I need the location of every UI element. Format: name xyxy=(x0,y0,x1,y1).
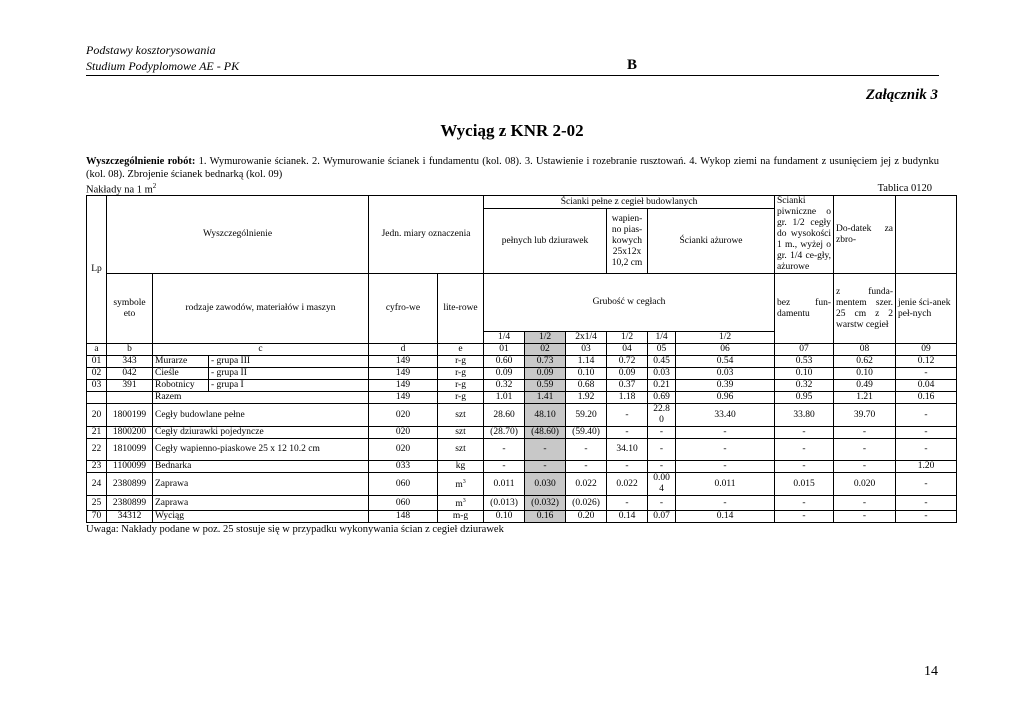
thickness-cell: 1/2 xyxy=(676,332,775,344)
unit-text: m xyxy=(455,480,463,491)
cell-value: 0.10 xyxy=(834,368,896,380)
letter-cell: 03 xyxy=(566,344,607,356)
cell-unit-code: 033 xyxy=(369,461,438,473)
cell-lp: 03 xyxy=(87,380,107,392)
cell-value: 0.62 xyxy=(834,356,896,368)
cell-value: 0.39 xyxy=(676,380,775,392)
thickness-cell: 1/4 xyxy=(484,332,525,344)
cell-group: - grupa I xyxy=(209,380,369,392)
cell-value: - xyxy=(648,427,676,439)
cell-unit-code: 020 xyxy=(369,439,438,461)
letter-cell: 08 xyxy=(834,344,896,356)
cell-value: 0.53 xyxy=(775,356,834,368)
cell-value: (28.70) xyxy=(484,427,525,439)
cell-value: - xyxy=(648,439,676,461)
cell-lp: 22 xyxy=(87,439,107,461)
header-scianki-pelne: Ścianki pełne z cegieł budowlanych xyxy=(484,196,775,209)
cell-name: Wyciąg xyxy=(153,511,369,523)
header-dodatek: Do-datek za zbro- xyxy=(834,196,896,274)
cell-unit-code: 060 xyxy=(369,473,438,496)
cell-unit-letter: r-g xyxy=(438,380,484,392)
header-jedn-miary: Jedn. miary oznaczenia xyxy=(369,196,484,274)
letter-cell: e xyxy=(438,344,484,356)
cell-value: - xyxy=(896,439,957,461)
letter-cell: 07 xyxy=(775,344,834,356)
cell-unit-letter: m-g xyxy=(438,511,484,523)
cell-symbol: 1800200 xyxy=(107,427,153,439)
document-title: Wyciąg z KNR 2-02 xyxy=(440,121,584,140)
cell-value: - xyxy=(775,461,834,473)
cell-value: 0.32 xyxy=(775,380,834,392)
cell-value: 0.14 xyxy=(607,511,648,523)
thickness-cell: 1/2 xyxy=(525,332,566,344)
letter-cell: b xyxy=(107,344,153,356)
table-row xyxy=(87,461,957,473)
cell-value: - xyxy=(896,427,957,439)
cell-value: 1.01 xyxy=(484,392,525,404)
cell-value: 28.60 xyxy=(484,404,525,427)
norm-unit-text: Nakłady na 1 m xyxy=(86,184,153,196)
cell-unit-code: 149 xyxy=(369,356,438,368)
header-symbole: symbole eto xyxy=(107,274,153,344)
footnote: Uwaga: Nakłady podane w poz. 25 stosuje się w przypadku wykonywania ścian z cegieł dziurawek xyxy=(86,524,504,535)
unit-sup: 3 xyxy=(462,498,466,504)
cell-symbol xyxy=(107,392,153,404)
header-grubosc: Grubość w cegłach xyxy=(484,274,775,332)
works-text: 1. Wymurowanie ścianek. 2. Wymurowanie ścianek i fundamentu (kol. 08). 3. Ustawienie i rozebranie rusztowań. 4. Wykop ziemi na fundament z usunięciem jej z budynku (kol. 08). Zbrojenie ścianek bednarką (kol. 09) xyxy=(86,156,939,180)
cell-value: 0.32 xyxy=(484,380,525,392)
cell-value: - xyxy=(834,461,896,473)
cell-value: - xyxy=(834,496,896,511)
cell-value: 0.020 xyxy=(834,473,896,496)
table-row xyxy=(87,511,957,523)
cell-value: 1.92 xyxy=(566,392,607,404)
cell-value: - xyxy=(896,496,957,511)
cell-lp: 20 xyxy=(87,404,107,427)
cell-value: - xyxy=(525,439,566,461)
cell-value: - xyxy=(834,439,896,461)
cell-value: 0.00 4 xyxy=(648,473,676,496)
cell-value: (0.026) xyxy=(566,496,607,511)
cell-unit-code: 149 xyxy=(369,368,438,380)
cell-value: 0.022 xyxy=(566,473,607,496)
cell-value: - xyxy=(607,427,648,439)
cell-value: - xyxy=(648,461,676,473)
letter-cell: a xyxy=(87,344,107,356)
cell-value: 0.10 xyxy=(566,368,607,380)
page-number: 14 xyxy=(924,664,938,679)
works-label: Wyszczególnienie robót: xyxy=(86,156,196,167)
works-description xyxy=(86,155,939,181)
cell-value: (0.013) xyxy=(484,496,525,511)
cell-name: Cegły wapienno-piaskowe 25 x 12 10.2 cm xyxy=(153,439,369,461)
cell-value: 1.41 xyxy=(525,392,566,404)
cell-symbol: 34312 xyxy=(107,511,153,523)
cell-unit-code: 020 xyxy=(369,404,438,427)
cell-value: 0.54 xyxy=(676,356,775,368)
cell-name: Murarze xyxy=(153,356,209,368)
annex-label: Załącznik 3 xyxy=(865,87,938,103)
cell-value: 0.37 xyxy=(607,380,648,392)
cell-unit-letter: r-g xyxy=(438,356,484,368)
cell-value: - xyxy=(607,496,648,511)
cell-lp xyxy=(87,392,107,404)
cell-value: - xyxy=(648,496,676,511)
cell-value: 0.72 xyxy=(607,356,648,368)
cell-symbol: 1100099 xyxy=(107,461,153,473)
table-row xyxy=(87,356,957,368)
cell-value: 0.21 xyxy=(648,380,676,392)
cell-value: 34.10 xyxy=(607,439,648,461)
header-pelnych-dziurawek: pełnych lub dziurawek xyxy=(484,209,607,274)
header-course-title: Podstawy kosztorysowania xyxy=(86,43,216,57)
cell-lp: 01 xyxy=(87,356,107,368)
cell-value: 0.10 xyxy=(484,511,525,523)
cell-value: 0.011 xyxy=(676,473,775,496)
cell-unit-letter xyxy=(438,496,484,511)
cell-value: 48.10 xyxy=(525,404,566,427)
cell-value: - xyxy=(896,473,957,496)
cell-value: 0.68 xyxy=(566,380,607,392)
letter-cell: 01 xyxy=(484,344,525,356)
cell-value: 0.03 xyxy=(648,368,676,380)
cell-value: 1.18 xyxy=(607,392,648,404)
letter-cell: c xyxy=(153,344,369,356)
cell-symbol: 042 xyxy=(107,368,153,380)
cell-value: 1.14 xyxy=(566,356,607,368)
cell-value: - xyxy=(775,496,834,511)
cell-value: 0.09 xyxy=(525,368,566,380)
cell-value: 0.030 xyxy=(525,473,566,496)
cell-value: - xyxy=(484,439,525,461)
cell-unit-letter: szt xyxy=(438,427,484,439)
norm-unit-sup: 2 xyxy=(152,182,157,190)
cell-symbol: 2380899 xyxy=(107,496,153,511)
letter-cell: 04 xyxy=(607,344,648,356)
table-row xyxy=(87,368,957,380)
header-lp: Lp xyxy=(87,196,107,344)
cell-lp: 23 xyxy=(87,461,107,473)
cell-value: 0.16 xyxy=(525,511,566,523)
cell-value: - xyxy=(896,404,957,427)
cell-value: 39.70 xyxy=(834,404,896,427)
cell-name: Robotnicy xyxy=(153,380,209,392)
cell-symbol: 391 xyxy=(107,380,153,392)
cell-value: - xyxy=(566,439,607,461)
table-row xyxy=(87,496,957,511)
table-row xyxy=(87,473,957,496)
cell-name: Bednarka xyxy=(153,461,369,473)
cell-unit-code: 148 xyxy=(369,511,438,523)
cell-value: - xyxy=(484,461,525,473)
cell-value: 0.95 xyxy=(775,392,834,404)
cell-value: - xyxy=(676,439,775,461)
cell-lp: 70 xyxy=(87,511,107,523)
cell-value: - xyxy=(676,496,775,511)
cell-unit-code: 149 xyxy=(369,392,438,404)
cell-value: 0.16 xyxy=(896,392,957,404)
cell-value: 0.20 xyxy=(566,511,607,523)
cell-value: - xyxy=(775,439,834,461)
cell-value: 1.20 xyxy=(896,461,957,473)
cell-value: (48.60) xyxy=(525,427,566,439)
cell-value: - xyxy=(834,427,896,439)
table-row xyxy=(87,380,957,392)
thickness-cell: 2x1/4 xyxy=(566,332,607,344)
norm-unit xyxy=(86,182,156,196)
cell-value: 0.10 xyxy=(775,368,834,380)
header-program: Studium Podyplomowe AE - PK xyxy=(86,59,240,73)
cell-unit-letter xyxy=(438,473,484,496)
cell-value: 0.015 xyxy=(775,473,834,496)
cell-value: 0.59 xyxy=(525,380,566,392)
cell-value: 0.09 xyxy=(607,368,648,380)
cell-symbol: 343 xyxy=(107,356,153,368)
cell-group: - grupa III xyxy=(209,356,369,368)
cell-lp: 21 xyxy=(87,427,107,439)
letter-cell: 06 xyxy=(676,344,775,356)
cell-group: - grupa II xyxy=(209,368,369,380)
unit-sup: 3 xyxy=(462,478,466,485)
cell-value: - xyxy=(607,404,648,427)
cell-symbol: 1800199 xyxy=(107,404,153,427)
cell-value: 0.09 xyxy=(484,368,525,380)
cell-value: - xyxy=(525,461,566,473)
cell-value: 0.011 xyxy=(484,473,525,496)
cell-value: 0.69 xyxy=(648,392,676,404)
cell-unit-code: 020 xyxy=(369,427,438,439)
cell-value: 0.96 xyxy=(676,392,775,404)
knr-table xyxy=(86,195,957,523)
cell-unit-letter: kg xyxy=(438,461,484,473)
cell-value: 0.14 xyxy=(676,511,775,523)
cell-value: 33.40 xyxy=(676,404,775,427)
cell-value: - xyxy=(896,511,957,523)
cell-value: 22.8 0 xyxy=(648,404,676,427)
header-rodzaje: rodzaje zawodów, materiałów i maszyn xyxy=(153,274,369,344)
table-row xyxy=(87,427,957,439)
header-wapienno-piaskowych: wapien-no pias-kowych 25x12x 10,2 cm xyxy=(607,209,648,274)
cell-unit-letter: r-g xyxy=(438,392,484,404)
thickness-cell: 1/2 xyxy=(607,332,648,344)
letter-cell: 05 xyxy=(648,344,676,356)
cell-value: - xyxy=(896,368,957,380)
header-cyfrowe: cyfro-we xyxy=(369,274,438,344)
cell-name: Cieśle xyxy=(153,368,209,380)
cell-symbol: 1810099 xyxy=(107,439,153,461)
unit-text: m xyxy=(455,499,463,510)
cell-name: Razem xyxy=(153,392,369,404)
table-row xyxy=(87,439,957,461)
table-number: Tablica 0120 xyxy=(877,183,932,194)
cell-value: - xyxy=(607,461,648,473)
cell-value: 59.20 xyxy=(566,404,607,427)
header-wyszczegolnienie: Wyszczególnienie xyxy=(107,196,369,274)
letter-cell: 02 xyxy=(525,344,566,356)
cell-value: (0.032) xyxy=(525,496,566,511)
cell-value: 0.07 xyxy=(648,511,676,523)
cell-value: - xyxy=(775,511,834,523)
letter-cell: d xyxy=(369,344,438,356)
cell-symbol: 2380899 xyxy=(107,473,153,496)
cell-value: 0.022 xyxy=(607,473,648,496)
cell-name: Cegły budowlane pełne xyxy=(153,404,369,427)
cell-value: 33.80 xyxy=(775,404,834,427)
cell-value: 1.21 xyxy=(834,392,896,404)
cell-name: Cegły dziurawki pojedyncze xyxy=(153,427,369,439)
cell-name: Zaprawa xyxy=(153,473,369,496)
cell-value: 0.45 xyxy=(648,356,676,368)
table-row xyxy=(87,392,957,404)
cell-value: - xyxy=(676,461,775,473)
cell-lp: 24 xyxy=(87,473,107,496)
cell-value: 0.03 xyxy=(676,368,775,380)
cell-lp: 25 xyxy=(87,496,107,511)
header-section-letter: B xyxy=(627,57,638,73)
cell-value: - xyxy=(676,427,775,439)
header-scianki-azurowe: Ścianki ażurowe xyxy=(648,209,775,274)
cell-unit-letter: r-g xyxy=(438,368,484,380)
cell-value: 0.60 xyxy=(484,356,525,368)
cell-value: 0.04 xyxy=(896,380,957,392)
header-jenie-scianek: jenie ści-anek peł-nych xyxy=(896,274,957,344)
cell-value: - xyxy=(775,427,834,439)
cell-value: 0.73 xyxy=(525,356,566,368)
cell-lp: 02 xyxy=(87,368,107,380)
cell-unit-letter: szt xyxy=(438,439,484,461)
header-scianki-piwniczne: Ścianki piwniczne o gr. 1/2 cegły do wysokości 1 m., wyżej o gr. 1/4 ce-gły, ażurowe xyxy=(775,196,834,274)
header-z-fundamentem: z funda-mentem szer. 25 cm z 2 warstw cegieł xyxy=(834,274,896,344)
cell-unit-letter: szt xyxy=(438,404,484,427)
cell-value: (59.40) xyxy=(566,427,607,439)
cell-value: 0.12 xyxy=(896,356,957,368)
cell-unit-code: 149 xyxy=(369,380,438,392)
cell-name: Zaprawa xyxy=(153,496,369,511)
cell-value: 0.49 xyxy=(834,380,896,392)
header-divider xyxy=(86,75,939,76)
thickness-cell: 1/4 xyxy=(648,332,676,344)
header-bez-fundamentu: bez fun-damentu xyxy=(775,274,834,344)
header-literowe: lite-rowe xyxy=(438,274,484,344)
letter-cell: 09 xyxy=(896,344,957,356)
cell-unit-code: 060 xyxy=(369,496,438,511)
table-row xyxy=(87,404,957,427)
cell-value: - xyxy=(566,461,607,473)
cell-value: - xyxy=(834,511,896,523)
